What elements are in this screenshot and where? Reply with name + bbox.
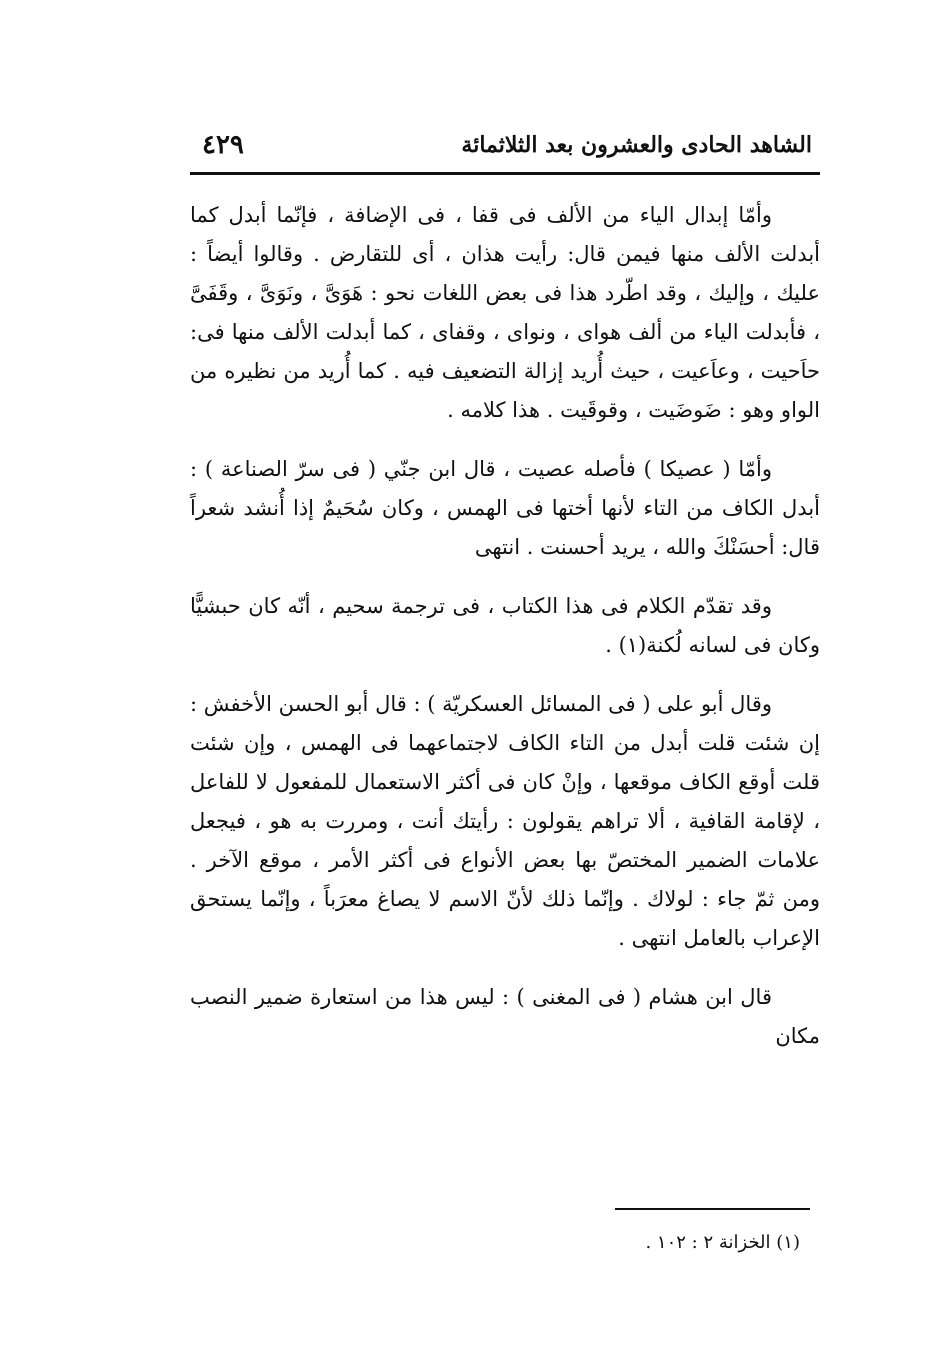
paragraph: وأمّا ( عصيكا ) فأصله عصيت ، قال ابن جنّي ( فى سرّ الصناعة ) : أبدل الكاف من التاء لأنها أختها فى الهمس ، وكان سُحَيمٌ إذا أُنشد شعراً قال: أحسَنْكَ والله ، يريد أحسنت . انتهى: [190, 457, 820, 559]
paragraph: قال ابن هشام ( فى المغنى ) : ليس هذا من استعارة ضمير النصب مكان: [190, 985, 820, 1048]
paragraph: وأمّا إبدال الياء من الألف فى قفا ، فى الإضافة ، فإنّما أبدل كما أبدلت الألف منها فيمن قال: رأيت هذان ، أى للتقارض . وقالوا أيضاً : عليك ، وإليك ، وقد اطّرد هذا فى بعض اللغات نحو : هَوَىَّ ، ونَوَىَّ ، وقَفَىَّ ، فأبدلت الياء من ألف هواى ، ونواى ، وقفاى ، كما أبدلت الألف منها فى: حاَحيت ، وعاَعيت ، حيث أُريد إزالة التضعيف فيه . كما أُريد من نظيره من الواو وهو : ضَوضَيت ، وقوقَيت . هذا كلامه .: [190, 203, 820, 422]
running-title: الشاهد الحادى والعشرون بعد الثلاثمائة: [461, 132, 812, 158]
footnote-rule: [615, 1208, 810, 1210]
body-text: [190, 196, 820, 1076]
paragraph: وقال أبو على ( فى المسائل العسكريّة ) : قال أبو الحسن الأخفش : إن شئت قلت أبدل من التاء الكاف لاجتماعهما فى الهمس ، وإن شئت قلت أوقع الكاف موقعها ، وإنْ كان فى أكثر الاستعمال للمفعول لا للفاعل ، لإقامة القافية ، ألا تراهم يقولون : رأيتك أنت ، ومررت به هو ، فيجعل علامات الضمير المختصّ بها بعض الأنواع فى أكثر الأمر ، موقع الآخر . ومن ثمّ جاء : لولاك . وإنّما ذلك لأنّ الاسم لا يصاغ معرَباً ، وإنّما يستحق الإعراب بالعامل انتهى .: [190, 692, 820, 950]
page-number: ٤٢٩: [202, 130, 244, 160]
header-rule: [190, 172, 820, 175]
footnote: (١) الخزانة ٢ : ١٠٢ .: [645, 1232, 800, 1253]
page-header: [190, 126, 820, 172]
paragraph: وقد تقدّم الكلام فى هذا الكتاب ، فى ترجمة سحيم ، أنّه كان حبشيًّا وكان فى لسانه لُكنة(١) .: [190, 594, 820, 657]
